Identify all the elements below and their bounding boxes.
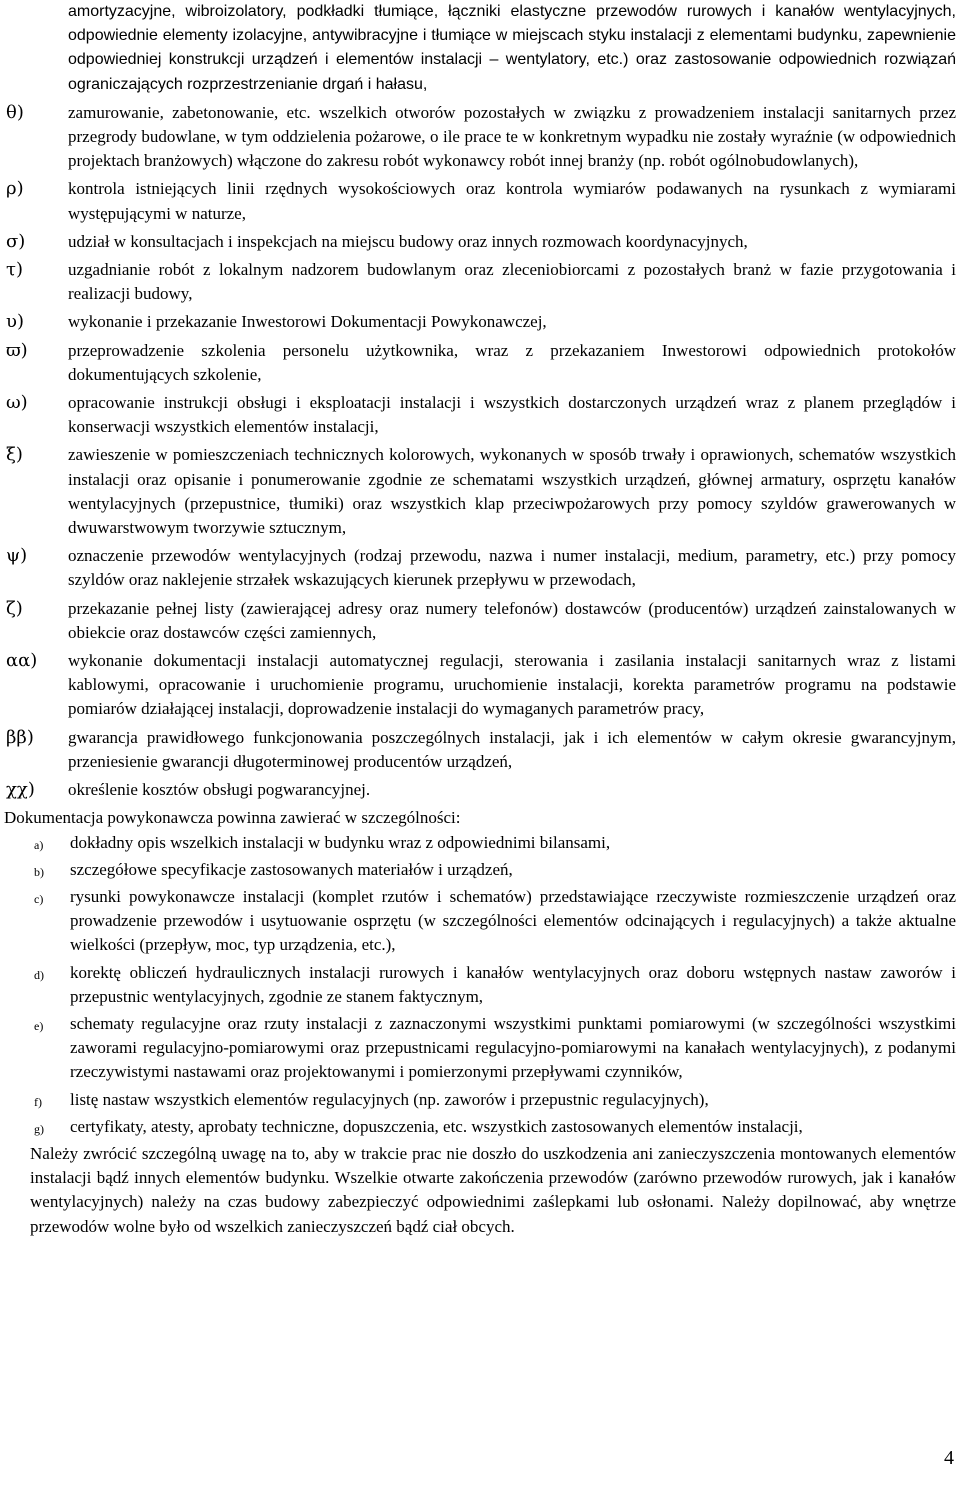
list-item-text: wykonanie dokumentacji instalacji automatycznej regulacji, sterowania i zasilania instalacji sanitarnych wraz z listami kablowymi, opracowanie i uruchomienie programu, uruchomienie instalacji, korekta parametrów programu na podstawie pomiarów działającej instalacji, doprowadzenie instalacji do wymaganych parametrów pracy, bbox=[68, 651, 956, 719]
list-marker: ζ) bbox=[6, 597, 23, 619]
list-item-zeta bbox=[0, 597, 960, 645]
list-item-chi-chi bbox=[0, 778, 960, 802]
list-item-text: dokładny opis wszelkich instalacji w budynku wraz z odpowiednimi bilansami, bbox=[70, 832, 611, 852]
list-item-text: amortyzacyjne, wibroizolatory, podkładki tłumiące, łączniki elastyczne przewodów rurowych i kanałów wentylacyjnych, odpowiednie elementy izolacyjne, antywibracyjne i tłumiące w miejscach styku instalacji z elementami budynku, zapewnienie odpowiedniej konstrukcji urządzeń i elementów instalacji – wentylatory, etc.) oraz zastosowanie odpowiednich rozwiązań ograniczających rozprzestrzenianie drgań i hałasu, bbox=[68, 3, 956, 93]
list-item-beta-beta bbox=[0, 726, 960, 774]
list-item-alpha-alpha bbox=[0, 649, 960, 722]
list-item-text: gwarancja prawidłowego funkcjonowania poszczególnych instalacji, jak i ich elementów w całym okresie gwarancyjnym, przeniesienie gwarancji długoterminowej producentów urządzeń, bbox=[68, 727, 956, 771]
list-item-text: listę nastaw wszystkich elementów regulacyjnych (np. zaworów i przepustnic regulacyjnych), bbox=[70, 1089, 709, 1109]
page-number: 4 bbox=[944, 1447, 954, 1469]
doc-list-item-b bbox=[0, 858, 960, 882]
list-marker: υ) bbox=[6, 311, 24, 333]
list-marker: αα) bbox=[6, 650, 38, 672]
list-item-text: rysunki powykonawcze instalacji (komplet rzutów i schematów) przedstawiające rzeczywiste rozmieszczenie urządzeń oraz prowadzenie przewodów i usytuowanie osprzętu (w szczególności elementów odcinających i regulacyjnych) a także aktualne wielkości (przepływ, moc, typ urządzenia, etc.), bbox=[70, 886, 956, 955]
list-item-omega-pi bbox=[0, 339, 960, 387]
list-marker: ω) bbox=[6, 392, 28, 414]
list-item-text: przekazanie pełnej listy (zawierającej adresy oraz numery telefonów) dostawców (producentów) urządzeń zainstalowanych w obiekcie oraz dostawców części zamiennych, bbox=[68, 598, 956, 642]
list-item-text: zamurowanie, zabetonowanie, etc. wszelkich otworów pozostałych w związku z prowadzeniem instalacji sanitarnych przez przegrody budowlane, w tym oddzielenia pożarowe, o ile prace te w konkretnym wypadku nie zostały wyraźnie (w odpowiednich projektach branżowych) włączone do zakresu robót wykonawcy robót innej branży (np. robót ogólnobudowlanych), bbox=[68, 102, 956, 171]
list-marker: c) bbox=[34, 891, 44, 906]
list-marker: σ) bbox=[6, 230, 26, 252]
list-item-sigma bbox=[0, 230, 960, 254]
list-item-upsilon bbox=[0, 310, 960, 334]
list-item-continuation bbox=[0, 0, 960, 97]
list-marker: ϖ) bbox=[6, 339, 28, 361]
list-marker: g) bbox=[34, 1121, 44, 1136]
list-item-text: zawieszenie w pomieszczeniach technicznych kolorowych, wykonanych w sposób trwały i oprawionych, schematów wszystkich instalacji oraz opisanie i ponumerowanie zgodnie ze schematami wszystkich urządzeń, głównej armatury, osprzętu kanałów wentylacyjnych (przepustnice, tłumiki) oraz wszystkich klap przeciwpożarowych przy pomocy szyldów grawerowanych w dwuwarstwowym tworzywie sztucznym, bbox=[68, 445, 956, 538]
closing-paragraph: Należy zwrócić szczególną uwagę na to, aby w trakcie prac nie doszło do uszkodzenia ani zanieczyszczenia montowanych elementów instalacji bądź innych elementów budynku. Wszelkie otwarte zakończenia przewodów (zarówno przewodów rurowych, jak i kanałów wentylacyjnych) należy na czas budowy zabezpieczyć odpowiednimi zaślepkami lub osłonami. Należy dopilnować, aby wnętrze przewodów wolne było od wszelkich zanieczyszczeń bądź ciał obcych. bbox=[30, 1143, 956, 1236]
list-item-text: wykonanie i przekazanie Inwestorowi Dokumentacji Powykonawczej, bbox=[68, 312, 547, 332]
list-item-text: korektę obliczeń hydraulicznych instalacji rurowych i kanałów wentylacyjnych oraz doboru wstępnych nastaw zaworów i przepustnic wentylacyjnych, zgodnie ze stanem faktycznym, bbox=[70, 962, 956, 1006]
doc-list-item-e bbox=[0, 1012, 960, 1085]
list-marker: ψ) bbox=[6, 545, 28, 567]
list-item-psi bbox=[0, 544, 960, 592]
list-item-xi bbox=[0, 443, 960, 540]
list-item-text: szczegółowe specyfikacje zastosowanych materiałów i urządzeń, bbox=[70, 859, 513, 879]
list-item-text: uzgadnianie robót z lokalnym nadzorem budowlanym oraz zleceniobiorcami z pozostałych branż w fazie przygotowania i realizacji budowy, bbox=[68, 260, 956, 304]
list-item-text: opracowanie instrukcji obsługi i eksploatacji instalacji i wszystkich dostarczonych urządzeń wraz z planem przeglądów i konserwacji wszystkich elementów instalacji, bbox=[68, 393, 956, 437]
doc-list-item-f bbox=[0, 1088, 960, 1112]
doc-list-item-a bbox=[0, 831, 960, 855]
documentation-list bbox=[0, 831, 960, 1139]
doc-list-item-d bbox=[0, 961, 960, 1009]
list-item-text: udział w konsultacjach i inspekcjach na miejscu budowy oraz innych rozmowach koordynacyjnych, bbox=[68, 231, 748, 251]
list-marker: ββ) bbox=[6, 726, 34, 748]
list-marker: τ) bbox=[6, 259, 23, 281]
list-item-text: certyfikaty, atesty, aprobaty techniczne, dopuszczenia, etc. wszystkich zastosowanych elementów instalacji, bbox=[70, 1116, 803, 1136]
list-marker: a) bbox=[34, 837, 44, 852]
list-item-text: schematy regulacyjne oraz rzuty instalacji z zaznaczonymi wszystkimi punktami pomiarowymi (w szczególności wszystkimi zaworami regulacyjno-pomiarowymi oraz przepustnicami regulacyjno-pomiarowymi na kanałach wentylacyjnych), z podanymi rzeczywistymi nastawami oraz projektowanymi i pomierzonymi przepływami czynników, bbox=[70, 1013, 956, 1082]
documentation-intro: Dokumentacja powykonawcza powinna zawierać w szczególności: bbox=[4, 808, 461, 828]
list-marker: θ) bbox=[6, 101, 24, 123]
list-item-omega bbox=[0, 391, 960, 439]
doc-list-item-g bbox=[0, 1115, 960, 1139]
list-marker: f) bbox=[34, 1094, 42, 1109]
list-item-theta bbox=[0, 101, 960, 174]
list-marker: χχ) bbox=[6, 779, 35, 801]
list-item-text: określenie kosztów obsługi pogwarancyjnej. bbox=[68, 780, 371, 800]
list-marker: ξ) bbox=[6, 444, 23, 466]
list-item-text: kontrola istniejących linii rzędnych wysokościowych oraz kontrola wymiarów podawanych na rysunkach z wymiarami występującymi w naturze, bbox=[68, 179, 956, 223]
doc-list-item-c bbox=[0, 885, 960, 958]
list-item-text: przeprowadzenie szkolenia personelu użytkownika, wraz z przekazaniem Inwestorowi odpowiednich protokołów dokumentujących szkolenie, bbox=[68, 340, 956, 384]
list-marker: d) bbox=[34, 967, 44, 982]
list-marker: ρ) bbox=[6, 178, 24, 200]
list-item-rho bbox=[0, 177, 960, 225]
list-item-text: oznaczenie przewodów wentylacyjnych (rodzaj przewodu, nazwa i numer instalacji, medium, parametry, etc.) przy pomocy szyldów oraz naklejenie strzałek wskazujących kierunek przepływu w przewodach, bbox=[68, 546, 956, 590]
list-marker: e) bbox=[34, 1018, 44, 1033]
list-item-tau bbox=[0, 258, 960, 306]
list-marker: b) bbox=[34, 864, 44, 879]
